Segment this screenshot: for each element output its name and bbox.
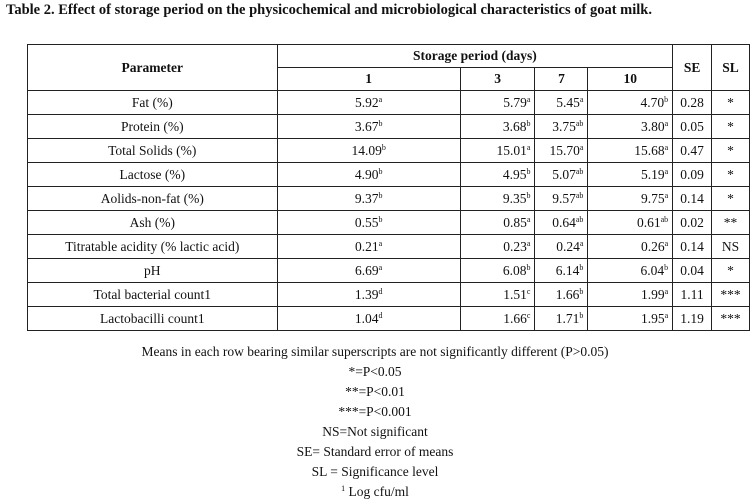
value-cell <box>460 163 535 187</box>
superscript-letter: a <box>664 167 669 176</box>
superscript-letter: b <box>579 311 584 320</box>
value-cell <box>535 139 588 163</box>
value-text: 1.66 <box>503 311 527 326</box>
value-cell <box>460 91 535 115</box>
value-text: 9.57 <box>552 191 576 206</box>
value-text: 0.64 <box>552 215 576 230</box>
value-cell <box>588 187 673 211</box>
value-cell <box>277 283 460 307</box>
table-row <box>28 115 750 139</box>
table-row <box>28 259 750 283</box>
value-cell <box>535 307 588 331</box>
value-cell <box>588 259 673 283</box>
value-text: 15.68 <box>634 143 665 158</box>
value-cell <box>535 115 588 139</box>
day-header: 1 <box>277 68 460 91</box>
value-cell <box>535 91 588 115</box>
superscript-letter: a <box>664 119 669 128</box>
superscript-letter: a <box>664 239 669 248</box>
day-header: 7 <box>535 68 588 91</box>
sl-cell: *** <box>712 283 750 307</box>
parameter-cell: Total bacterial count1 <box>28 283 278 307</box>
value-text: 6.69 <box>355 263 379 278</box>
value-text: 1.39 <box>354 287 379 302</box>
superscript-letter: b <box>526 191 531 200</box>
parameter-cell: Lactose (%) <box>28 163 278 187</box>
parameter-cell: Total Solids (%) <box>28 139 278 163</box>
value-cell <box>535 187 588 211</box>
value-text: 0.24 <box>556 239 580 254</box>
value-cell <box>588 307 673 331</box>
sl-cell: * <box>712 187 750 211</box>
value-text: 4.95 <box>502 167 527 182</box>
superscript-letter: b <box>378 191 383 200</box>
storage-period-header: Storage period (days) <box>277 45 673 68</box>
value-text: 0.21 <box>355 239 379 254</box>
superscript-letter: a <box>579 143 584 152</box>
value-cell <box>460 115 535 139</box>
value-text: 14.09 <box>351 143 382 158</box>
value-cell <box>460 307 535 331</box>
value-text: 3.67 <box>354 119 379 134</box>
value-text: 4.90 <box>354 167 379 182</box>
value-cell <box>535 211 588 235</box>
value-cell <box>535 283 588 307</box>
value-text: 1.04 <box>354 311 379 326</box>
day-header: 3 <box>460 68 535 91</box>
value-text: 6.08 <box>502 263 527 278</box>
value-cell <box>588 163 673 187</box>
se-cell: 1.11 <box>673 283 712 307</box>
note-line: NS=Not significant <box>322 424 428 439</box>
value-cell <box>588 235 673 259</box>
sl-cell: ** <box>712 211 750 235</box>
parameter-cell: Aolids-non-fat (%) <box>28 187 278 211</box>
superscript-letter: b <box>526 119 531 128</box>
se-cell: 0.02 <box>673 211 712 235</box>
superscript-letter: ab <box>660 215 669 224</box>
value-cell <box>460 235 535 259</box>
superscript-letter: ab <box>575 167 584 176</box>
superscript-letter: c <box>526 311 531 320</box>
parameter-header: Parameter <box>28 45 278 91</box>
superscript-letter: ab <box>575 119 584 128</box>
value-cell <box>588 283 673 307</box>
value-text: 3.68 <box>502 119 527 134</box>
footnote-text: Log cfu/ml <box>345 484 409 499</box>
value-text: 9.75 <box>640 191 665 206</box>
table-notes <box>0 342 750 502</box>
sl-cell: * <box>712 91 750 115</box>
value-text: 5.07 <box>552 167 576 182</box>
superscript-letter: a <box>664 143 669 152</box>
se-cell: 0.04 <box>673 259 712 283</box>
value-text: 9.35 <box>502 191 527 206</box>
sl-cell: NS <box>712 235 750 259</box>
parameter-cell: Protein (%) <box>28 115 278 139</box>
value-text: 9.37 <box>354 191 379 206</box>
se-cell: 1.19 <box>673 307 712 331</box>
table-row <box>28 211 750 235</box>
table-row <box>28 91 750 115</box>
value-cell <box>460 139 535 163</box>
parameter-cell: Titratable acidity (% lactic acid) <box>28 235 278 259</box>
value-text: 5.92 <box>355 95 379 110</box>
parameter-cell: pH <box>28 259 278 283</box>
value-cell <box>460 211 535 235</box>
note-line: SL = Significance level <box>311 464 439 479</box>
superscript-letter: a <box>664 311 669 320</box>
sl-cell: * <box>712 259 750 283</box>
value-cell <box>535 163 588 187</box>
superscript-letter: a <box>526 143 531 152</box>
se-cell: 0.14 <box>673 187 712 211</box>
superscript-letter: b <box>526 263 531 272</box>
value-text: 1.51 <box>503 287 527 302</box>
value-text: 0.85 <box>503 215 527 230</box>
value-cell <box>277 139 460 163</box>
superscript-letter: a <box>664 287 669 296</box>
superscript-letter: a <box>579 239 584 248</box>
table-row <box>28 283 750 307</box>
value-text: 0.55 <box>354 215 379 230</box>
superscript-letter: a <box>378 263 383 272</box>
se-cell: 0.09 <box>673 163 712 187</box>
superscript-letter: b <box>381 143 386 152</box>
note-line: SE= Standard error of means <box>296 444 454 459</box>
parameter-cell: Fat (%) <box>28 91 278 115</box>
superscript-letter: a <box>378 239 383 248</box>
value-text: 0.61 <box>636 215 661 230</box>
superscript-letter: b <box>579 263 584 272</box>
table-row <box>28 187 750 211</box>
value-cell <box>588 115 673 139</box>
value-text: 5.19 <box>640 167 665 182</box>
superscript-letter: b <box>378 119 383 128</box>
superscript-letter: a <box>526 215 531 224</box>
superscript-letter: a <box>526 239 531 248</box>
parameter-cell: Lactobacilli count1 <box>28 307 278 331</box>
value-text: 1.95 <box>640 311 665 326</box>
note-line: *=P<0.05 <box>348 364 402 379</box>
sl-cell: * <box>712 163 750 187</box>
sl-cell: *** <box>712 307 750 331</box>
value-cell <box>277 163 460 187</box>
value-text: 15.70 <box>549 143 580 158</box>
value-cell <box>460 187 535 211</box>
value-text: 5.45 <box>556 95 580 110</box>
table-row <box>28 163 750 187</box>
value-text: 6.04 <box>640 263 665 278</box>
sl-cell: * <box>712 115 750 139</box>
superscript-letter: a <box>664 191 669 200</box>
superscript-letter: b <box>378 167 383 176</box>
se-header: SE <box>673 45 712 91</box>
table-body <box>28 91 750 331</box>
value-cell <box>277 259 460 283</box>
se-cell: 0.05 <box>673 115 712 139</box>
value-cell <box>535 259 588 283</box>
table-row <box>28 307 750 331</box>
table-caption: Table 2. Effect of storage period on the physicochemical and microbiological characteristics of goat milk. <box>6 2 652 18</box>
value-text: 3.80 <box>640 119 665 134</box>
value-cell <box>277 235 460 259</box>
superscript-letter: b <box>378 215 383 224</box>
value-text: 1.99 <box>640 287 665 302</box>
footnote-marker: 1 <box>341 484 346 493</box>
table-row <box>28 235 750 259</box>
value-text: 15.01 <box>496 143 527 158</box>
superscript-letter: c <box>526 287 531 296</box>
superscript-letter: b <box>526 167 531 176</box>
superscript-letter: d <box>378 287 383 296</box>
value-text: 1.71 <box>555 311 580 326</box>
value-text: 5.79 <box>503 95 527 110</box>
value-cell <box>277 91 460 115</box>
day-header: 10 <box>588 68 673 91</box>
superscript-letter: b <box>664 263 669 272</box>
value-cell <box>277 187 460 211</box>
value-cell <box>535 235 588 259</box>
value-text: 3.75 <box>552 119 576 134</box>
value-cell <box>588 139 673 163</box>
results-table <box>27 44 750 331</box>
value-text: 6.14 <box>555 263 580 278</box>
sl-cell: * <box>712 139 750 163</box>
note-line: **=P<0.01 <box>345 384 405 399</box>
value-cell <box>277 307 460 331</box>
superscript-letter: b <box>579 287 584 296</box>
value-text: 1.66 <box>555 287 580 302</box>
se-cell: 0.14 <box>673 235 712 259</box>
header-row-1 <box>28 45 750 68</box>
value-cell <box>460 259 535 283</box>
se-cell: 0.28 <box>673 91 712 115</box>
value-text: 0.23 <box>503 239 527 254</box>
value-text: 0.26 <box>640 239 665 254</box>
value-text: 4.70 <box>640 95 665 110</box>
note-line: Means in each row bearing similar superscripts are not significantly different (P>0.05) <box>141 344 609 359</box>
sl-header: SL <box>712 45 750 91</box>
se-cell: 0.47 <box>673 139 712 163</box>
value-cell <box>277 115 460 139</box>
value-cell <box>588 91 673 115</box>
superscript-letter: a <box>378 95 383 104</box>
value-cell <box>588 211 673 235</box>
superscript-letter: a <box>579 95 584 104</box>
superscript-letter: ab <box>575 191 584 200</box>
superscript-letter: a <box>526 95 531 104</box>
value-cell <box>277 211 460 235</box>
parameter-cell: Ash (%) <box>28 211 278 235</box>
value-cell <box>460 283 535 307</box>
note-line: ***=P<0.001 <box>338 404 412 419</box>
superscript-letter: d <box>378 311 383 320</box>
superscript-letter: b <box>664 95 669 104</box>
table-row <box>28 139 750 163</box>
footnote <box>0 482 750 502</box>
superscript-letter: ab <box>575 215 584 224</box>
